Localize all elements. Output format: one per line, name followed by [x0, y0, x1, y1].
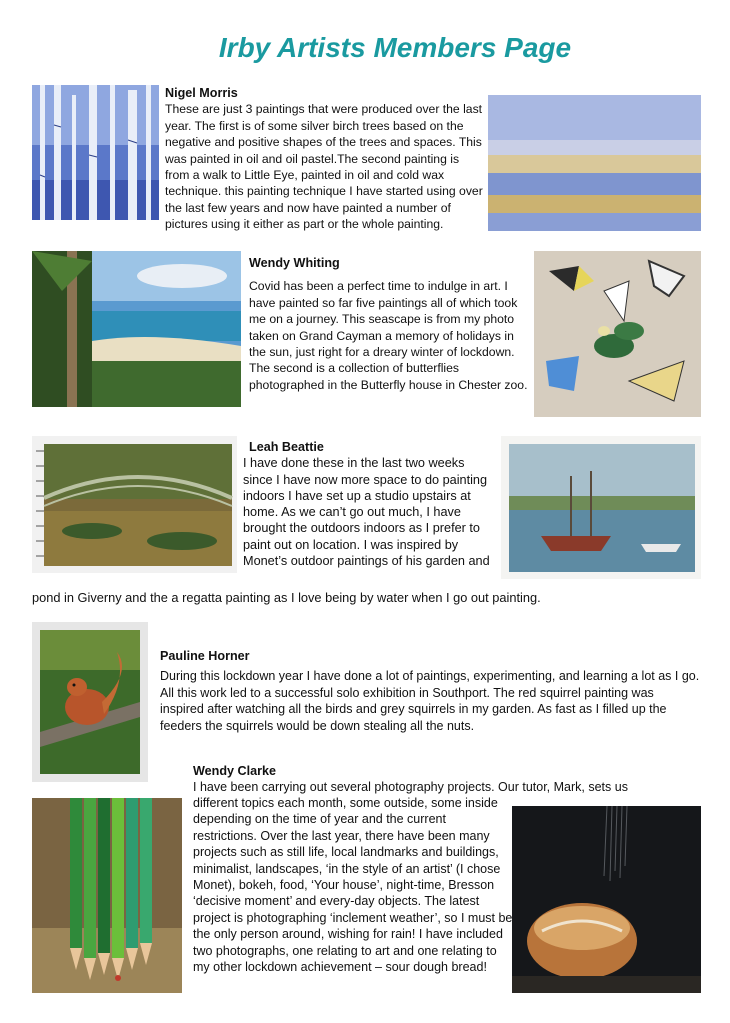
painting-seascape — [32, 251, 241, 407]
member-wendy-clarke — [193, 795, 513, 975]
member-leah-beattie-continued: pond in Giverny and the a regatta painting as I love being by water when I go out painting. — [32, 590, 541, 605]
member-name: Leah Beattie — [249, 440, 324, 454]
member-pauline-horner — [160, 648, 700, 734]
member-wendy-clarke-header — [193, 763, 713, 795]
member-name: Nigel Morris — [165, 86, 238, 100]
member-name: Wendy Whiting — [249, 256, 340, 270]
painting-birch-trees — [32, 85, 159, 220]
member-description: Covid has been a perfect time to indulge in art. I have painted so far five paintings all of which took me on a journey. This seascape is from my photo taken on Grand Cayman a memory of holidays in the sun, just right for a dreary winter of lockdown. The second is a collection of butterflies photographed in the Butterfly house in Chester zoo. — [249, 279, 528, 392]
member-description: During this lockdown year I have done a lot of paintings, experimenting, and learning a lot as I go. All this work led to a successful solo exhibition in Southport. The red squirrel painting was inspired after watching all the birds and grey squirrels in my garden. As fast as I filled up the feeders the squirrels would be down stealing all the nuts. — [160, 669, 700, 733]
member-description-first-line: I have been carrying out several photography projects. Our tutor, Mark, sets us — [193, 780, 628, 794]
page-title: Irby Artists Members Page — [218, 32, 572, 63]
photo-sourdough-bread — [512, 806, 701, 993]
painting-butterflies — [534, 251, 701, 417]
member-nigel-morris — [165, 85, 483, 233]
member-leah-beattie — [243, 439, 496, 569]
painting-monet-bridge — [32, 436, 237, 573]
member-description: different topics each month, some outside, some inside depending on the time of year and the current restrictions. Over the last year, there have been many projects such as still life, local landmarks and buildings, minimalist, landscapes, ‘in the style of an artist’ (I chose Monet), bokeh, food, ‘Your house’, night-time, Bresson ‘decisive moment’ and every-day objects. The latest project is photographing ‘inclement weather’, so I must be the only person around, wishing for rain! I have included two photographs, one relating to art and one relating to my other lockdown achievement – sour dough bread! — [193, 796, 513, 975]
member-wendy-whiting — [249, 255, 530, 393]
painting-regatta — [501, 436, 701, 579]
member-description: I have done these in the last two weeks since I have now more space to do painting indoors I have set up a studio upstairs at home. As we can’t go out much, I have brought the outdoors indoors as I prefer to paint out on location. I was inspired by Monet’s outdoor paintings of his garden and — [243, 456, 490, 569]
member-description: These are just 3 paintings that were produced over the last year. The first is of some silver birch trees based on the negative and positive shapes of the trees and spaces. This was painted in oil and oil pastel.The second painting is from a walk to Little Eye, painted in oil and cold wax technique. this painting technique I have started using over the last few years and now have painted a number of pictures using it either as part or the whole painting. — [165, 102, 483, 232]
painting-little-eye — [488, 95, 701, 231]
member-name: Wendy Clarke — [193, 764, 277, 778]
member-name: Pauline Horner — [160, 649, 250, 663]
painting-red-squirrel — [32, 622, 148, 782]
photo-coloured-pencils — [32, 798, 182, 993]
